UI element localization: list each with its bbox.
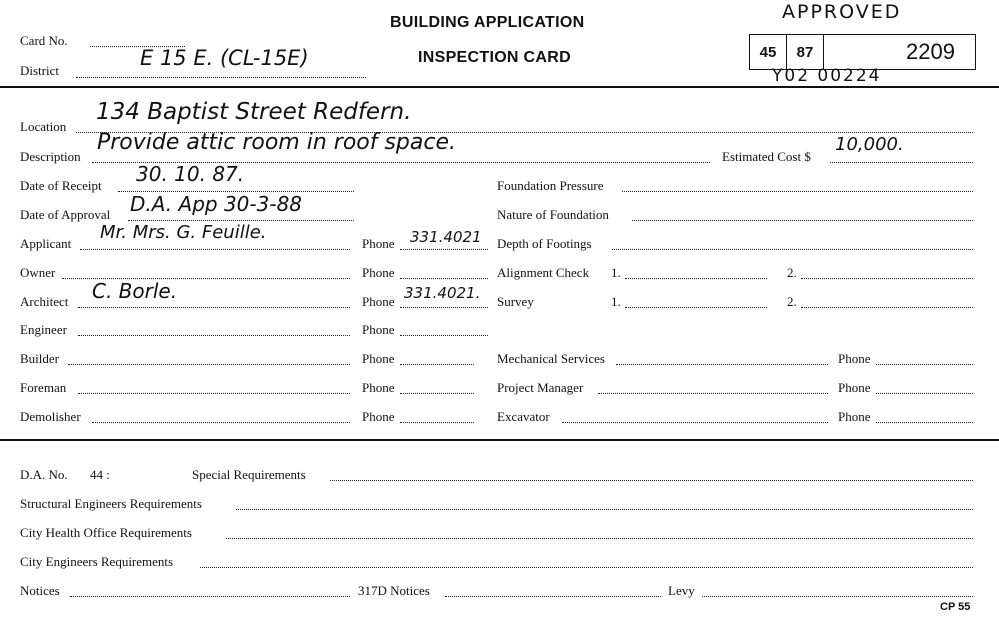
builder-label: Builder bbox=[20, 351, 59, 366]
applicant-label: Applicant bbox=[20, 236, 72, 251]
alignment-one-label: 1. bbox=[611, 265, 621, 280]
foreman-field[interactable] bbox=[78, 393, 350, 394]
special-req-field[interactable] bbox=[330, 480, 973, 481]
builder-phone-label: Phone bbox=[362, 351, 395, 366]
foundation-pressure-field[interactable] bbox=[622, 191, 973, 192]
alignment-check-label: Alignment Check bbox=[497, 265, 590, 280]
form-subtitle: INSPECTION CARD bbox=[418, 49, 571, 66]
foreman-label: Foreman bbox=[20, 380, 67, 395]
owner-phone-field[interactable] bbox=[400, 278, 488, 279]
architect-phone-label: Phone bbox=[362, 294, 395, 309]
survey-label: Survey bbox=[497, 294, 534, 309]
architect-label: Architect bbox=[20, 294, 69, 309]
health-req-label: City Health Office Requirements bbox=[20, 525, 192, 540]
estimated-cost-label: Estimated Cost $ bbox=[722, 149, 811, 164]
architect-phone-value: 331.4021. bbox=[404, 284, 481, 302]
da-no-label: D.A. No. bbox=[20, 467, 68, 482]
foreman-phone-label: Phone bbox=[362, 380, 395, 395]
applicant-field[interactable] bbox=[80, 249, 350, 250]
survey-one-field[interactable] bbox=[625, 307, 767, 308]
approved-stamp: APPROVED bbox=[782, 1, 902, 23]
date-receipt-value: 30. 10. 87. bbox=[136, 162, 245, 186]
levy-label: Levy bbox=[668, 583, 695, 598]
project-manager-label: Project Manager bbox=[497, 380, 584, 395]
builder-field[interactable] bbox=[68, 364, 350, 365]
city-eng-req-label: City Engineers Requirements bbox=[20, 554, 174, 569]
district-value: E 15 E. (CL-15E) bbox=[140, 46, 309, 70]
applicant-phone-field[interactable] bbox=[400, 249, 488, 250]
owner-label: Owner bbox=[20, 265, 56, 280]
architect-phone-field[interactable] bbox=[400, 307, 488, 308]
notices-field[interactable] bbox=[70, 596, 350, 597]
form-code: CP 55 bbox=[940, 601, 971, 613]
alignment-two-field[interactable] bbox=[801, 278, 973, 279]
notices-317d-label: 317D Notices bbox=[358, 583, 430, 598]
excavator-field[interactable] bbox=[562, 422, 828, 423]
estimated-cost-field[interactable] bbox=[830, 162, 973, 163]
estimated-cost-value: 10,000. bbox=[835, 134, 904, 155]
mechanical-label: Mechanical Services bbox=[497, 351, 605, 366]
architect-field[interactable] bbox=[78, 307, 350, 308]
engineer-label: Engineer bbox=[20, 322, 67, 337]
description-label: Description bbox=[20, 149, 81, 164]
mechanical-phone-field[interactable] bbox=[876, 364, 973, 365]
owner-phone-label: Phone bbox=[362, 265, 395, 280]
mechanical-field[interactable] bbox=[616, 364, 828, 365]
project-manager-field[interactable] bbox=[598, 393, 828, 394]
header-rule bbox=[0, 86, 999, 88]
nature-foundation-field[interactable] bbox=[632, 220, 973, 221]
date-approval-field[interactable] bbox=[128, 220, 354, 221]
structural-req-label: Structural Engineers Requirements bbox=[20, 496, 202, 511]
location-value: 134 Baptist Street Redfern. bbox=[96, 99, 412, 125]
nature-foundation-label: Nature of Foundation bbox=[497, 207, 609, 222]
engineer-field[interactable] bbox=[78, 335, 350, 336]
notices-label: Notices bbox=[20, 583, 60, 598]
demolisher-field[interactable] bbox=[92, 422, 350, 423]
excavator-phone-field[interactable] bbox=[876, 422, 973, 423]
architect-value: C. Borle. bbox=[92, 279, 178, 303]
builder-phone-field[interactable] bbox=[400, 364, 474, 365]
applicant-phone-value: 331.4021 bbox=[410, 228, 482, 246]
engineer-phone-field[interactable] bbox=[400, 335, 488, 336]
date-approval-value: D.A. App 30-3-88 bbox=[130, 192, 303, 216]
box-c: 2209 bbox=[823, 34, 976, 70]
survey-two-field[interactable] bbox=[801, 307, 973, 308]
demolisher-phone-label: Phone bbox=[362, 409, 395, 424]
demolisher-phone-field[interactable] bbox=[400, 422, 474, 423]
applicant-phone-label: Phone bbox=[362, 236, 395, 251]
box-b: 87 bbox=[786, 34, 824, 70]
location-label: Location bbox=[20, 119, 67, 134]
survey-one-label: 1. bbox=[611, 294, 621, 309]
da-no-value: 44 : bbox=[90, 467, 110, 482]
excavator-phone-label: Phone bbox=[838, 409, 871, 424]
project-manager-phone-field[interactable] bbox=[876, 393, 973, 394]
section-rule bbox=[0, 439, 999, 441]
district-label: District bbox=[20, 63, 59, 78]
project-manager-phone-label: Phone bbox=[838, 380, 871, 395]
special-req-label: Special Requirements bbox=[192, 467, 306, 482]
depth-footings-field[interactable] bbox=[612, 249, 973, 250]
excavator-label: Excavator bbox=[497, 409, 550, 424]
alignment-one-field[interactable] bbox=[625, 278, 767, 279]
engineer-phone-label: Phone bbox=[362, 322, 395, 337]
survey-two-label: 2. bbox=[787, 294, 797, 309]
card-no-label: Card No. bbox=[20, 33, 68, 48]
box-a: 45 bbox=[749, 34, 787, 70]
description-value: Provide attic room in roof space. bbox=[97, 130, 457, 155]
date-approval-label: Date of Approval bbox=[20, 207, 111, 222]
demolisher-label: Demolisher bbox=[20, 409, 81, 424]
applicant-value: Mr. Mrs. G. Feuille. bbox=[100, 222, 267, 243]
depth-footings-label: Depth of Footings bbox=[497, 236, 592, 251]
levy-field[interactable] bbox=[702, 596, 973, 597]
mechanical-phone-label: Phone bbox=[838, 351, 871, 366]
foundation-pressure-label: Foundation Pressure bbox=[497, 178, 604, 193]
date-receipt-label: Date of Receipt bbox=[20, 178, 102, 193]
notices-317d-field[interactable] bbox=[445, 596, 661, 597]
city-eng-req-field[interactable] bbox=[200, 567, 973, 568]
structural-req-field[interactable] bbox=[236, 509, 973, 510]
health-req-field[interactable] bbox=[226, 538, 973, 539]
alignment-two-label: 2. bbox=[787, 265, 797, 280]
district-field[interactable] bbox=[76, 77, 366, 78]
foreman-phone-field[interactable] bbox=[400, 393, 474, 394]
ref-number: Y02 00224 bbox=[772, 66, 882, 86]
form-title: BUILDING APPLICATION bbox=[390, 14, 585, 31]
